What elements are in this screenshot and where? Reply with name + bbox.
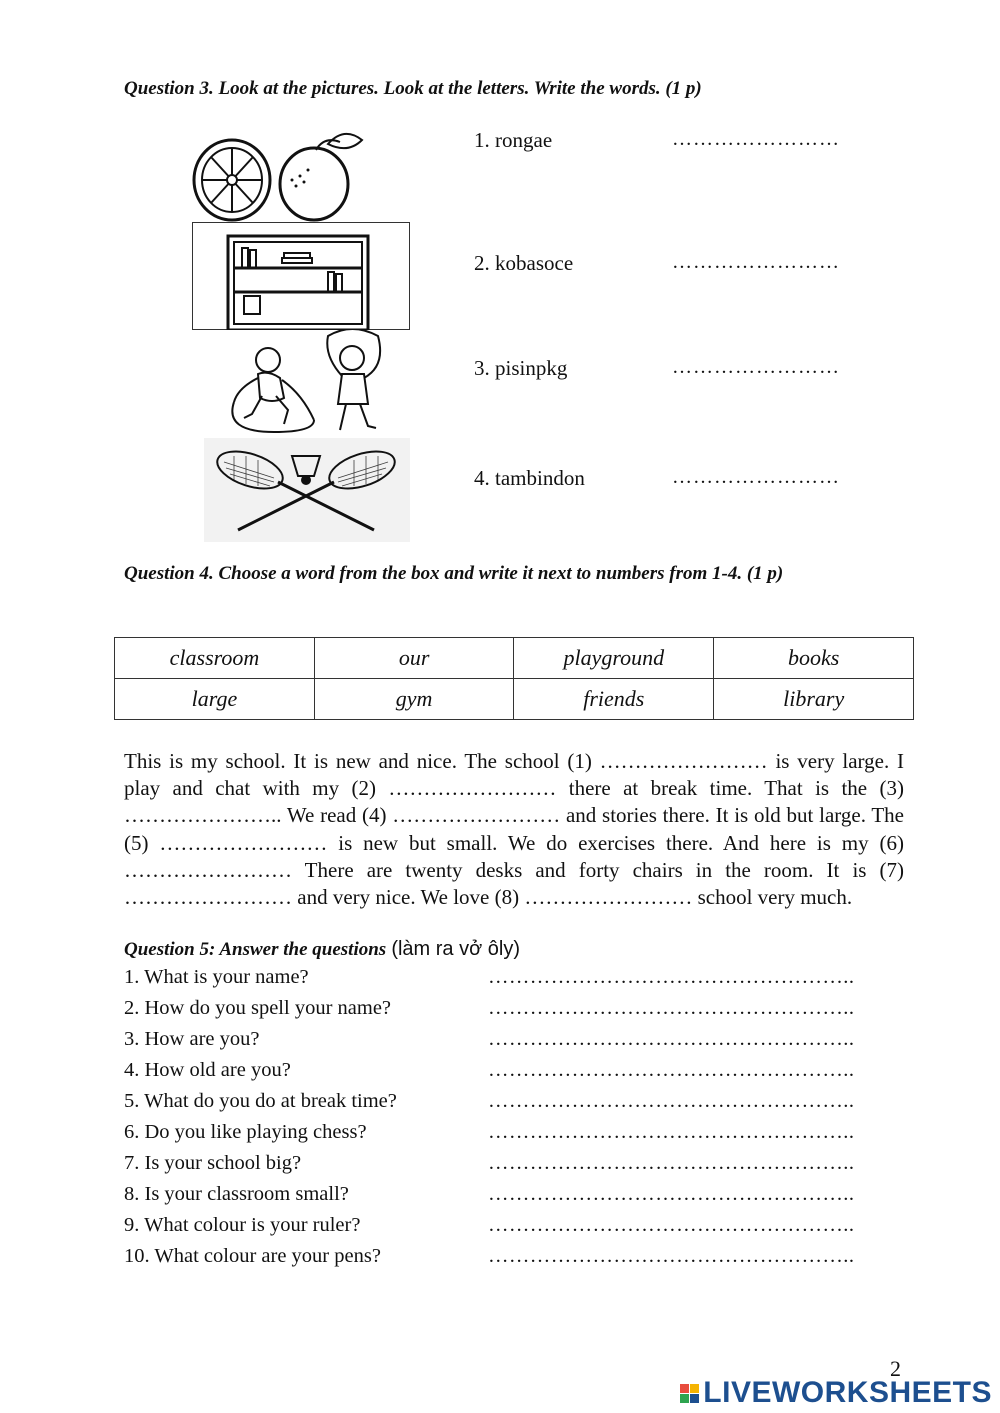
q3-item-1: 1. rongae xyxy=(474,128,553,152)
badminton-picture xyxy=(204,438,410,542)
word-box xyxy=(114,637,914,720)
qa-row xyxy=(124,1090,904,1120)
q3-item-3: 3. pisinpkg xyxy=(474,356,568,380)
question-5-note: (làm ra vở ôly) xyxy=(391,938,520,960)
answer-blank-4[interactable]: …………………………………………….. xyxy=(488,1059,855,1081)
bookcase-picture xyxy=(192,222,410,330)
question-4-heading: Question 4. Choose a word from the box and write it next to numbers from 1-4. (1 p) xyxy=(124,563,784,584)
qa-row xyxy=(124,1152,904,1182)
q3-blank-1[interactable]: …………………… xyxy=(672,128,840,150)
skipping-picture xyxy=(218,330,408,440)
word-classroom: classroom xyxy=(115,638,315,679)
answer-blank-9[interactable]: …………………………………………….. xyxy=(488,1214,855,1236)
question-4: 4. How old are you? xyxy=(124,1059,291,1081)
question-8: 8. Is your classroom small? xyxy=(124,1183,349,1205)
word-library: library xyxy=(714,679,914,720)
question-5-heading: Question 5: Answer the questions xyxy=(124,939,387,960)
answer-blank-10[interactable]: …………………………………………….. xyxy=(488,1245,855,1267)
qa-row xyxy=(124,1183,904,1213)
answer-blank-6[interactable]: …………………………………………….. xyxy=(488,1121,855,1143)
answer-blank-3[interactable]: …………………………………………….. xyxy=(488,1028,855,1050)
liveworksheets-logo[interactable] xyxy=(680,1376,992,1410)
word-large: large xyxy=(115,679,315,720)
qa-row xyxy=(124,1028,904,1058)
q3-item-2: 2. kobasoce xyxy=(474,251,574,275)
qa-row xyxy=(124,1245,904,1275)
logo-icon xyxy=(680,1384,699,1403)
answer-blank-8[interactable]: …………………………………………….. xyxy=(488,1183,855,1205)
answer-blank-5[interactable]: …………………………………………….. xyxy=(488,1090,855,1112)
word-playground: playground xyxy=(514,638,714,679)
q3-item-4: 4. tambindon xyxy=(474,466,585,490)
question-3: 3. How are you? xyxy=(124,1028,260,1050)
question-5: 5. What do you do at break time? xyxy=(124,1090,397,1112)
question-10: 10. What colour are your pens? xyxy=(124,1245,381,1267)
question-9: 9. What colour is your ruler? xyxy=(124,1214,361,1236)
qa-row xyxy=(124,1214,904,1244)
qa-row xyxy=(124,966,904,996)
logo-text: LIVEWORKSHEETS xyxy=(703,1376,992,1409)
word-friends: friends xyxy=(514,679,714,720)
reading-passage: This is my school. It is new and nice. The school (1) …………………… is very large. I play and chat with my (2) …………………… there at break time. That is the (3) ………………….. We read (4) …………………… and stories there. It is old but large. The (5) …………………… is new but small. We do exercises there. And here is my (6) …………………… There are twenty desks and forty chairs in the room. It is (7) …………………… and very nice. We love (8) …………………… school very much. xyxy=(124,749,904,910)
question-6: 6. Do you like playing chess? xyxy=(124,1121,367,1143)
question-2: 2. How do you spell your name? xyxy=(124,997,392,1019)
q3-blank-4[interactable]: …………………… xyxy=(672,466,840,488)
question-3-heading: Question 3. Look at the pictures. Look at the letters. Write the words. (1 p) xyxy=(124,78,702,99)
question-7: 7. Is your school big? xyxy=(124,1152,302,1174)
qa-row xyxy=(124,1059,904,1089)
page-number: 2 xyxy=(890,1356,901,1381)
q3-blank-3[interactable]: …………………… xyxy=(672,356,840,378)
question-1: 1. What is your name? xyxy=(124,966,309,988)
word-our: our xyxy=(314,638,513,679)
answer-blank-7[interactable]: …………………………………………….. xyxy=(488,1152,855,1174)
word-gym: gym xyxy=(314,679,513,720)
answer-blank-2[interactable]: …………………………………………….. xyxy=(488,997,855,1019)
orange-picture xyxy=(188,124,368,224)
qa-row xyxy=(124,1121,904,1151)
question-5-heading-line xyxy=(124,938,520,961)
q3-blank-2[interactable]: …………………… xyxy=(672,251,840,273)
qa-row xyxy=(124,997,904,1027)
word-books: books xyxy=(714,638,914,679)
answer-blank-1[interactable]: …………………………………………….. xyxy=(488,966,855,988)
